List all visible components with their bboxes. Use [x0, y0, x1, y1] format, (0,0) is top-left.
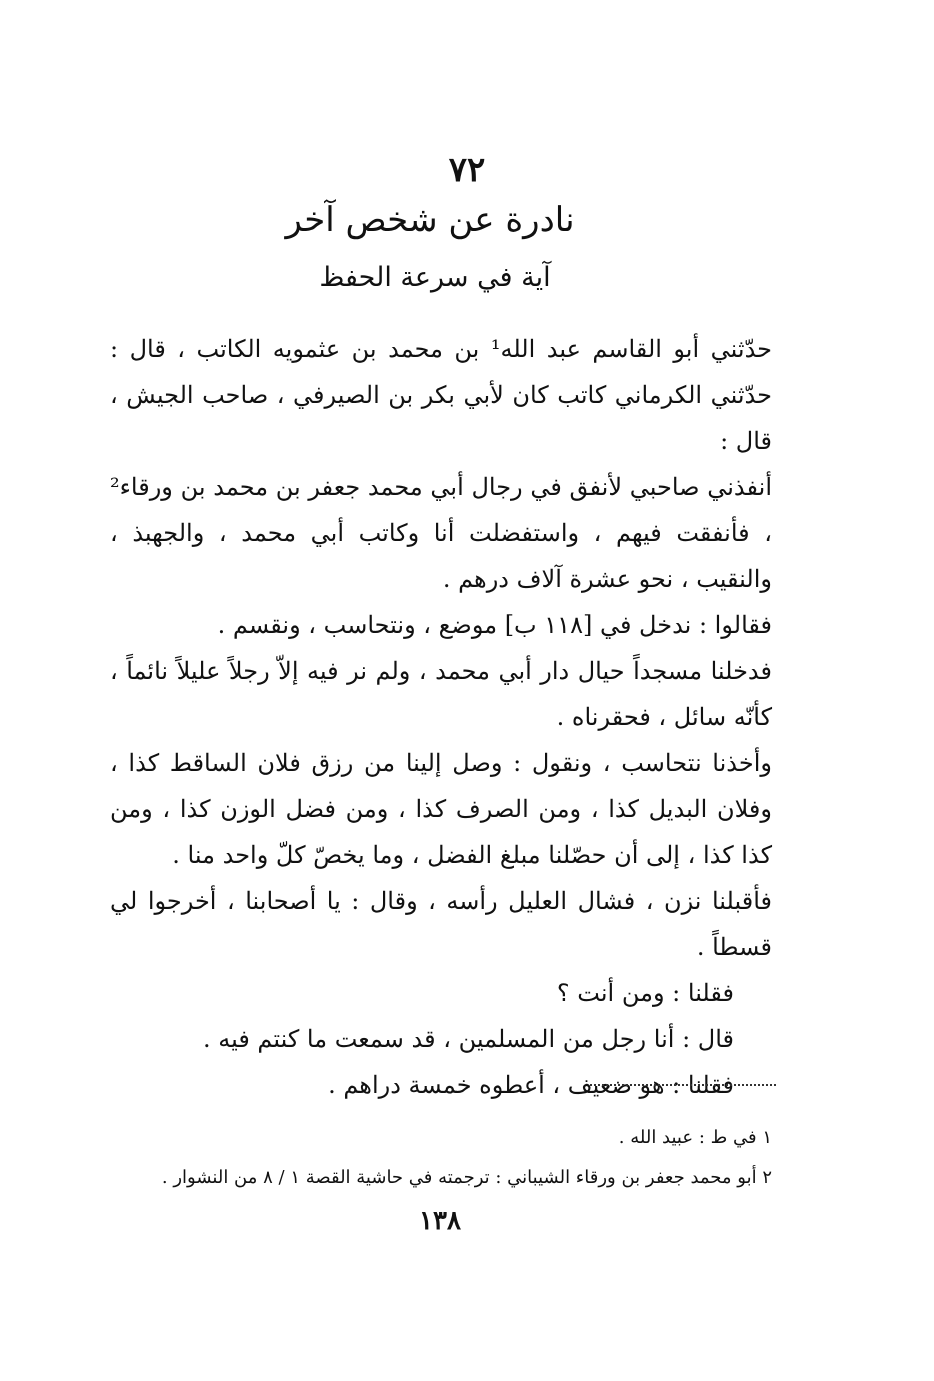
footnote-separator [590, 1084, 776, 1086]
dialogue-line-2: قال : أنا رجل من المسلمين ، قد سمعت ما كنتم فيه . [202, 1025, 734, 1053]
paragraph-4: فدخلنا مسجداً حيال دار أبي محمد ، ولم نر فيه إلاّ رجلاً عليلاً نائماً ، كأنّه سائل ، فحقرناه . [110, 657, 772, 731]
footnotes [150, 1118, 772, 1198]
paragraph-1: حدّثني أبو القاسم عبد الله¹ بن محمد بن عثمويه الكاتب ، قال : حدّثني الكرماني كاتب كان لأبي بكر بن الصيرفي ، صاحب الجيش ، قال : [110, 335, 773, 455]
page-number: ١٣٨ [419, 1206, 461, 1236]
paragraph-5: وأخذنا نتحاسب ، ونقول : وصل إلينا من رزق فلان الساقط كذا ، وفلان البديل كذا ، ومن الصرف كذا ، ومن فضل الوزن كذا ، ومن كذا كذا ، إلى أن حصّلنا مبلغ الفضل ، وما يخصّ كلّ واحد منا . [110, 749, 772, 869]
story-number: ٧٢ [448, 150, 486, 190]
footnote-2: ٢ أبو محمد جعفر بن ورقاء الشيباني : ترجمته في حاشية القصة ١ / ٨ من النشوار . [161, 1167, 772, 1188]
dialogue-line-1: فقلنا : ومن أنت ؟ [556, 979, 734, 1007]
story-title: نادرة عن شخص آخر [285, 200, 575, 240]
footnote-1: ١ في ط : عبيد الله . [618, 1127, 772, 1148]
paragraph-2: أنفذني صاحبي لأنفق في رجال أبي محمد جعفر بن محمد بن ورقاء² ، فأنفقت فيهم ، واستفضلت أنا وكاتب أبي محمد ، والجهبذ ، والنقيب ، نحو عشرة آلاف درهم . [110, 473, 772, 593]
story-subtitle: آية في سرعة الحفظ [319, 262, 551, 293]
story-body [110, 326, 772, 1108]
dialogue-line-3: فقلنا : هو ضعيف ، أعطوه خمسة دراهم . [328, 1071, 734, 1099]
paragraph-6: فأقبلنا نزن ، فشال العليل رأسه ، وقال : يا أصحابنا ، أخرجوا لي قسطاً . [110, 887, 772, 961]
paragraph-3: فقالوا : ندخل في [١١٨ ب] موضع ، ونتحاسب ، ونقسم . [217, 611, 772, 639]
